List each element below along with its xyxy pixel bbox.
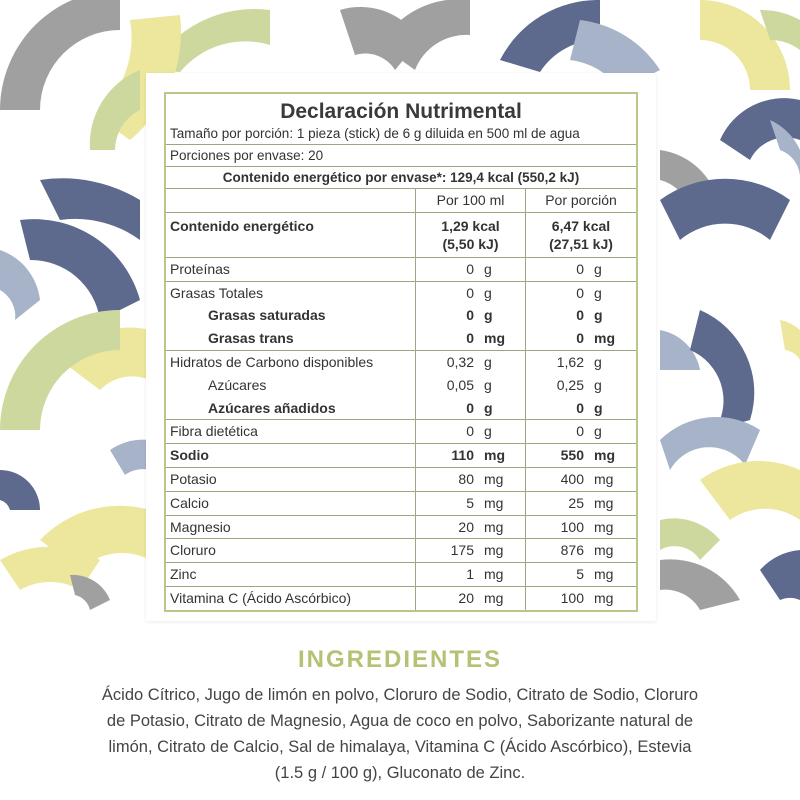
col-header-portion: Por porción: [545, 192, 617, 208]
col-header-100ml: Por 100 ml: [436, 192, 505, 208]
nutrient-row: Hidratos de Carbono disponibles 0,32 g 1,62 g: [166, 350, 636, 374]
nutrient-row: Grasas saturadas 0 g 0 g: [166, 304, 636, 327]
nutrient-name: Azúcares añadidos: [166, 397, 416, 420]
energy-portion-kcal: 6,47 kcal: [551, 217, 611, 234]
nutrient-row: Grasas trans 0 mg 0 mg: [166, 327, 636, 350]
serving-size: Tamaño por porción: 1 pieza (stick) de 6 g diluida en 500 ml de agua: [170, 126, 580, 141]
nutrition-panel: [146, 73, 656, 621]
nutrient-row: Fibra dietética 0 g 0 g: [166, 419, 636, 443]
nutrient-name: Magnesio: [166, 516, 416, 539]
energy-label: Contenido energético: [166, 213, 416, 257]
nutrient-name: Calcio: [166, 492, 416, 515]
energy-portion-kj: (27,51 kJ): [549, 235, 613, 252]
nutrition-label: [164, 92, 638, 612]
energy-100-kj: (5,50 kJ): [442, 235, 499, 252]
nutrient-name: Grasas Totales: [166, 282, 416, 305]
nutrient-name: Vitamina C (Ácido Ascórbico): [166, 587, 416, 610]
nutrient-name: Fibra dietética: [166, 420, 416, 443]
nutrient-row: Azúcares 0,05 g 0,25 g: [166, 374, 636, 397]
nutrient-name: Azúcares: [166, 374, 416, 397]
ingredients-line: limón, Citrato de Calcio, Sal de himalaya, Vitamina C (Ácido Ascórbico), Estevia: [108, 738, 692, 756]
nutrient-name: Proteínas: [166, 258, 416, 281]
nutrient-name: Potasio: [166, 468, 416, 491]
servings-per-pack: Porciones por envase: 20: [166, 144, 636, 166]
nutrient-row: Potasio 80 mg 400 mg: [166, 467, 636, 491]
nutrient-name: Grasas trans: [166, 327, 416, 350]
ingredients-line: Ácido Cítrico, Jugo de limón en polvo, Cloruro de Sodio, Citrato de Sodio, Cloruro: [101, 686, 699, 704]
nutrient-row: Sodio 110 mg 550 mg: [166, 443, 636, 467]
nutrient-row: Azúcares añadidos 0 g 0 g: [166, 397, 636, 420]
energy-100-kcal: 1,29 kcal: [441, 217, 500, 234]
nutrient-row: Zinc 1 mg 5 mg: [166, 562, 636, 586]
nutrient-name: Zinc: [166, 563, 416, 586]
ingredients-line: de Potasio, Citrato de Magnesio, Agua de coco en polvo, Saborizante natural de: [106, 712, 694, 730]
ingredients-line: (1.5 g / 100 g), Gluconato de Zinc.: [274, 764, 526, 782]
nutrient-name: Cloruro: [166, 539, 416, 562]
label-title: Declaración Nutrimental: [280, 100, 522, 123]
nutrient-row: Proteínas 0 g 0 g: [166, 257, 636, 281]
nutrient-row: Cloruro 175 mg 876 mg: [166, 538, 636, 562]
nutrient-name: Hidratos de Carbono disponibles: [166, 351, 416, 374]
energy-row: [166, 212, 636, 257]
nutrient-row: Calcio 5 mg 25 mg: [166, 491, 636, 515]
ingredients-text: [30, 682, 770, 786]
nutrient-row: Grasas Totales 0 g 0 g: [166, 281, 636, 305]
nutrient-name: Sodio: [166, 444, 416, 467]
nutrient-name: Grasas saturadas: [166, 304, 416, 327]
ingredients-title: INGREDIENTES: [297, 646, 503, 673]
nutrient-row: Magnesio 20 mg 100 mg: [166, 515, 636, 539]
nutrient-row: Vitamina C (Ácido Ascórbico) 20 mg 100 mg: [166, 586, 636, 610]
energy-per-pack: Contenido energético por envase*: 129,4 kcal (550,2 kJ): [166, 166, 636, 188]
column-header-row: [166, 188, 636, 212]
